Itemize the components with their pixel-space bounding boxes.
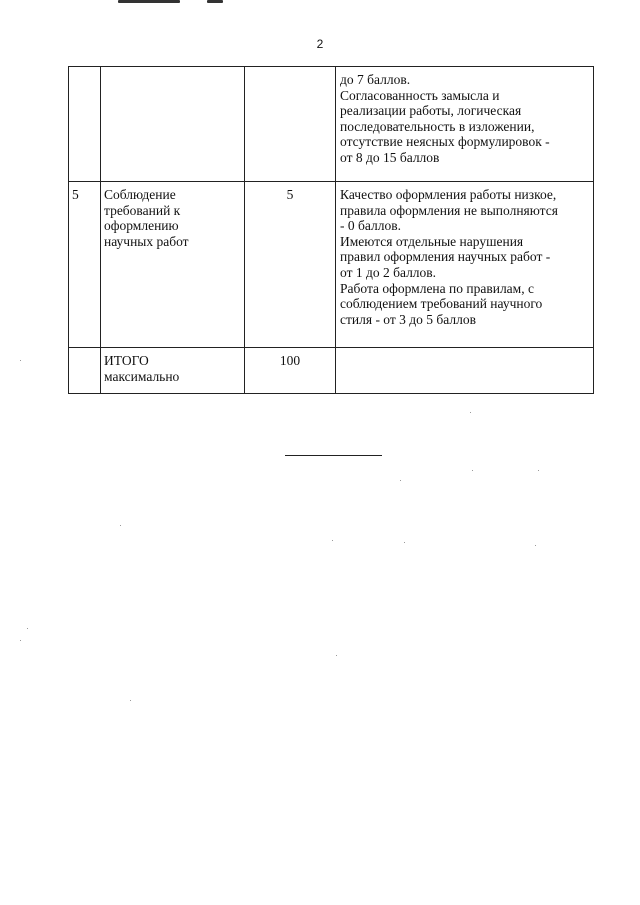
page-number: 2 xyxy=(316,37,324,51)
text-line: - 0 баллов. xyxy=(340,218,401,234)
scan-speck xyxy=(404,542,405,543)
text-line: Соблюдение xyxy=(104,187,176,202)
criterion-name-cell xyxy=(101,182,245,348)
row-number-cell: 5 xyxy=(69,182,101,348)
criterion-description-cell xyxy=(336,348,594,394)
row-number-cell xyxy=(69,348,101,394)
table-row xyxy=(69,182,594,348)
criteria-table xyxy=(68,66,594,394)
scan-speck xyxy=(332,540,333,541)
scan-speck xyxy=(400,480,401,481)
criterion-description-cell xyxy=(336,67,594,182)
scan-speck xyxy=(120,525,121,526)
text-line: до 7 баллов. xyxy=(340,72,411,87)
row-number-cell xyxy=(69,67,101,182)
max-score-cell: 5 xyxy=(245,182,336,348)
text-line: ИТОГО xyxy=(104,353,149,368)
text-line: от 8 до 15 баллов xyxy=(340,149,440,165)
text-line: научных работ xyxy=(104,233,189,249)
text-line: последовательность в изложении, xyxy=(340,118,535,134)
text-line: реализации работы, логическая xyxy=(340,103,522,119)
text-line: требований к xyxy=(104,202,181,218)
text-line: Согласованность замысла и xyxy=(340,87,500,103)
criterion-description-cell xyxy=(336,182,594,348)
end-of-document-rule xyxy=(285,455,382,456)
scan-speck xyxy=(20,360,21,361)
text-line: отсутствие неясных формулировок - xyxy=(340,134,550,150)
text-line: от 1 до 2 баллов. xyxy=(340,264,437,280)
text-line: правила оформления не выполняются xyxy=(340,202,558,218)
scan-top-edge-marks xyxy=(0,0,640,8)
scan-speck xyxy=(538,470,539,471)
scan-mark xyxy=(118,0,180,3)
table-row xyxy=(69,67,594,182)
scan-speck xyxy=(336,655,337,656)
text-line: оформлению xyxy=(104,218,179,234)
text-line: правил оформления научных работ - xyxy=(340,249,551,265)
criterion-name-cell xyxy=(101,67,245,182)
scan-mark xyxy=(207,0,223,3)
scan-speck xyxy=(27,628,28,629)
scan-speck xyxy=(472,470,473,471)
max-score-cell: 100 xyxy=(245,348,336,394)
scan-speck xyxy=(130,700,131,701)
text-line: Работа оформлена по правилам, с xyxy=(340,280,534,296)
text-line: максимально xyxy=(104,368,180,384)
text-line: Качество оформления работы низкое, xyxy=(340,187,557,202)
scan-speck xyxy=(20,640,21,641)
scan-speck xyxy=(535,545,536,546)
table-row xyxy=(69,348,594,394)
text-line: стиля - от 3 до 5 баллов xyxy=(340,311,476,327)
criterion-name-cell xyxy=(101,348,245,394)
text-line: Имеются отдельные нарушения xyxy=(340,233,524,249)
text-line: соблюдением требований научного xyxy=(340,296,543,312)
scan-speck xyxy=(470,412,471,413)
max-score-cell xyxy=(245,67,336,182)
